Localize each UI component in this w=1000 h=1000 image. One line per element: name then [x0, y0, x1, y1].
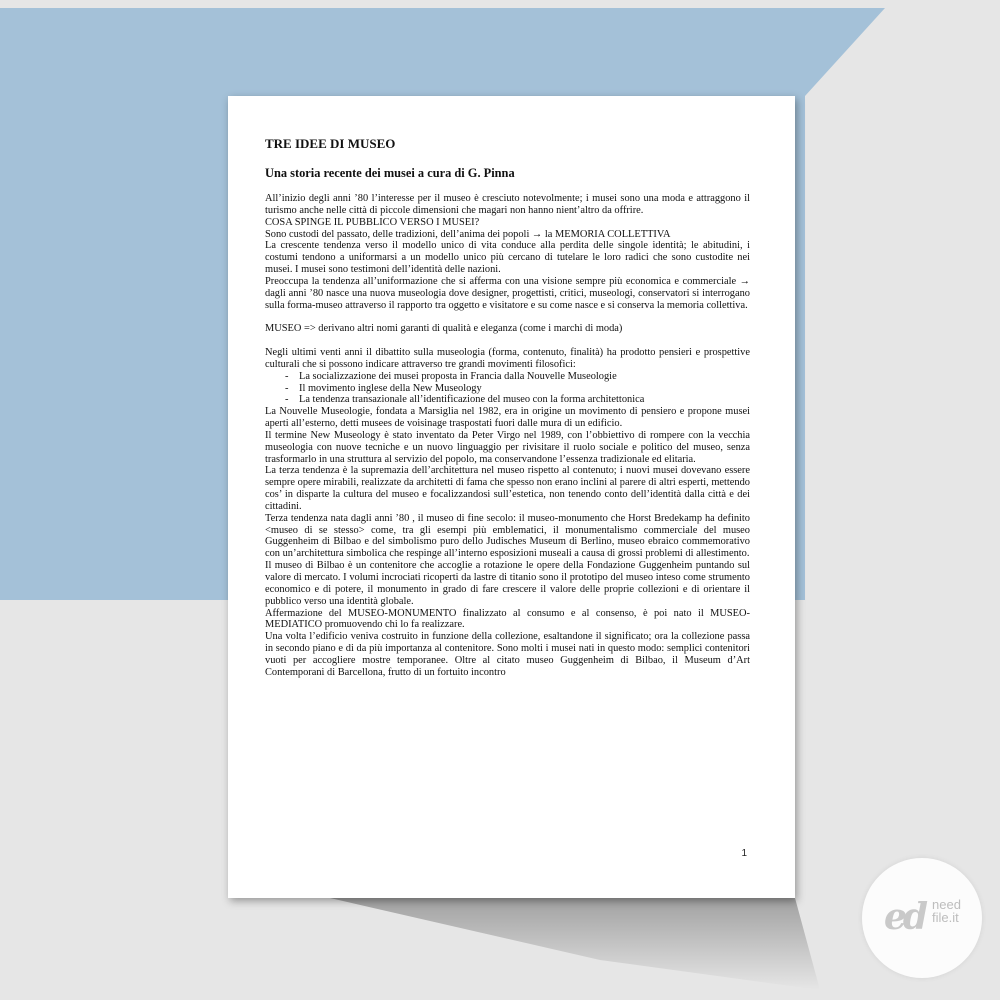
logo-mark-icon: ed: [884, 896, 925, 938]
paragraph: Il termine New Museology è stato inventato da Peter Virgo nel 1989, con l’obbiettivo di rompere con la vecchia museologia con nuove tecniche e un nuovo linguaggio per rivisitare il ruolo sociale e politico del museo, senza trasformarlo in una struttura al servizio del popolo, ma conservandone l’essenza tradizionale ed elitaria.: [265, 429, 750, 465]
document-subtitle: Una storia recente dei musei a cura di G. Pinna: [265, 166, 515, 180]
spacer: [265, 335, 750, 347]
needfile-watermark-logo: [862, 858, 992, 978]
document-content: [265, 136, 750, 679]
paragraph: Il museo di Bilbao è un contenitore che accoglie a rotazione le opere della Fondazione Guggenheim puntando sul valore di mercato. I volumi incrociati ricoperti da lastre di titanio sono il prototipo del museo inteso come strumento economico e di potere, il monumento in grado di fare crescere il valore delle proprie collezioni e di orientare il pubblico verso una identità globale.: [265, 560, 750, 607]
paragraph: La Nouvelle Museologie, fondata a Marsiglia nel 1982, era in origine un movimento di pensiero e propone musei aperti all’esterno, detti musees de voisinage traspostati fuori dalle mura di un edificio.: [265, 406, 750, 430]
paragraph: Una volta l’edificio veniva costruito in funzione della collezione, esaltandone il significato; ora la collezione passa in secondo piano e di da più importanza al contenitore. Sono molti i musei nati in questo modo: semplici contenitori vuoti per accogliere mostre temporanee. Oltre al citato museo Guggenheim di Bilbao, il Museum d’Art Contemporani di Barcellona, frutto di un fortuito incontro: [265, 631, 750, 678]
paragraph: La terza tendenza è la supremazia dell’architettura nel museo rispetto al contenuto; i nuovi musei dovevano essere sempre opere mirabili, realizzate da architetti di fama che spesso non erano inclini al parere di altri esperti, mettendo cos’ in disparte la cultura del museo e focalizzandosi sull’estetica, non tenendo conto dell’identità dalla città e dei cittadini.: [265, 465, 750, 512]
list-item: - La socializzazione dei musei proposta in Francia dalla Nouvelle Museologie: [285, 371, 750, 383]
page-number: 1: [741, 848, 747, 859]
spacer: [265, 311, 750, 323]
paragraph: La crescente tendenza verso il modello unico di vita conduce alla perdita delle singole identità; le abitudini, i costumi tendono a uniformarsi a un modello unico più cercano di tutelare le loro radici che sono custodite nei musei. I musei sono testimoni dell’identità delle nazioni.: [265, 240, 750, 276]
list-item: - Il movimento inglese della New Museology: [285, 383, 750, 395]
paragraph: All’inizio degli anni ’80 l’interesse per il museo è cresciuto notevolmente; i musei sono una moda e attraggono il turismo anche nelle città di piccole dimensioni che magari non hanno nient’altro da offrire.: [265, 193, 750, 216]
museo-line: MUSEO => derivano altri nomi garanti di qualità e eleganza (come i marchi di moda): [265, 323, 623, 335]
logo-text-line2: file.it: [932, 910, 959, 925]
paragraph: Sono custodi del passato, delle tradizioni, dell’anima dei popoli → la MEMORIA COLLETTIVA: [265, 228, 671, 240]
paragraph: Terza tendenza nata dagli anni ’80 , il museo di fine secolo: il museo-monumento che Horst Bredekamp ha definito <museo di se stesso> come, tra gli esempi più emblematici, il monumentalismo commerciale del museo Guggenheim di Bilbao e del simbolismo puro dello Judisches Museum di Berlino, museo ebraico commemorativo con un’architettura simbolica che respinge all’interno esposizioni museali a causa di grossi problemi di allestimento.: [265, 512, 750, 560]
paragraph: Affermazione del MUSEO-MONUMENTO finalizzato al consumo e al consenso, è poi nato il MUSEO-MEDIATICO promuovendo chi lo fa realizzare.: [265, 607, 750, 631]
logo-text: [932, 898, 961, 924]
movements-list: [265, 371, 750, 407]
document-title: TRE IDEE DI MUSEO: [265, 136, 396, 151]
document-page: [228, 96, 795, 898]
list-item: - La tendenza transazionale all’identificazione del museo con la forma architettonica: [285, 394, 750, 406]
paragraph: Negli ultimi venti anni il dibattito sulla museologia (forma, contenuto, finalità) ha prodotto pensieri e prospettive culturali che si possono indicare attraverso tre grandi movimenti filosofici:: [265, 346, 750, 370]
paragraph: COSA SPINGE IL PUBBLICO VERSO I MUSEI?: [265, 216, 480, 228]
logo-text-line1: need: [932, 897, 961, 912]
paragraph: Preoccupa la tendenza all’uniformazione che si afferma con una visione sempre più economica e commerciale → dagli anni ’80 nasce una nuova museologia dove designer, progettisti, critici, museologi, conservatori si interrogano sulla forma-museo attraverso il rapporto tra oggetto e visitatore e su come nasce e si conserva la memoria collettiva.: [265, 275, 750, 311]
